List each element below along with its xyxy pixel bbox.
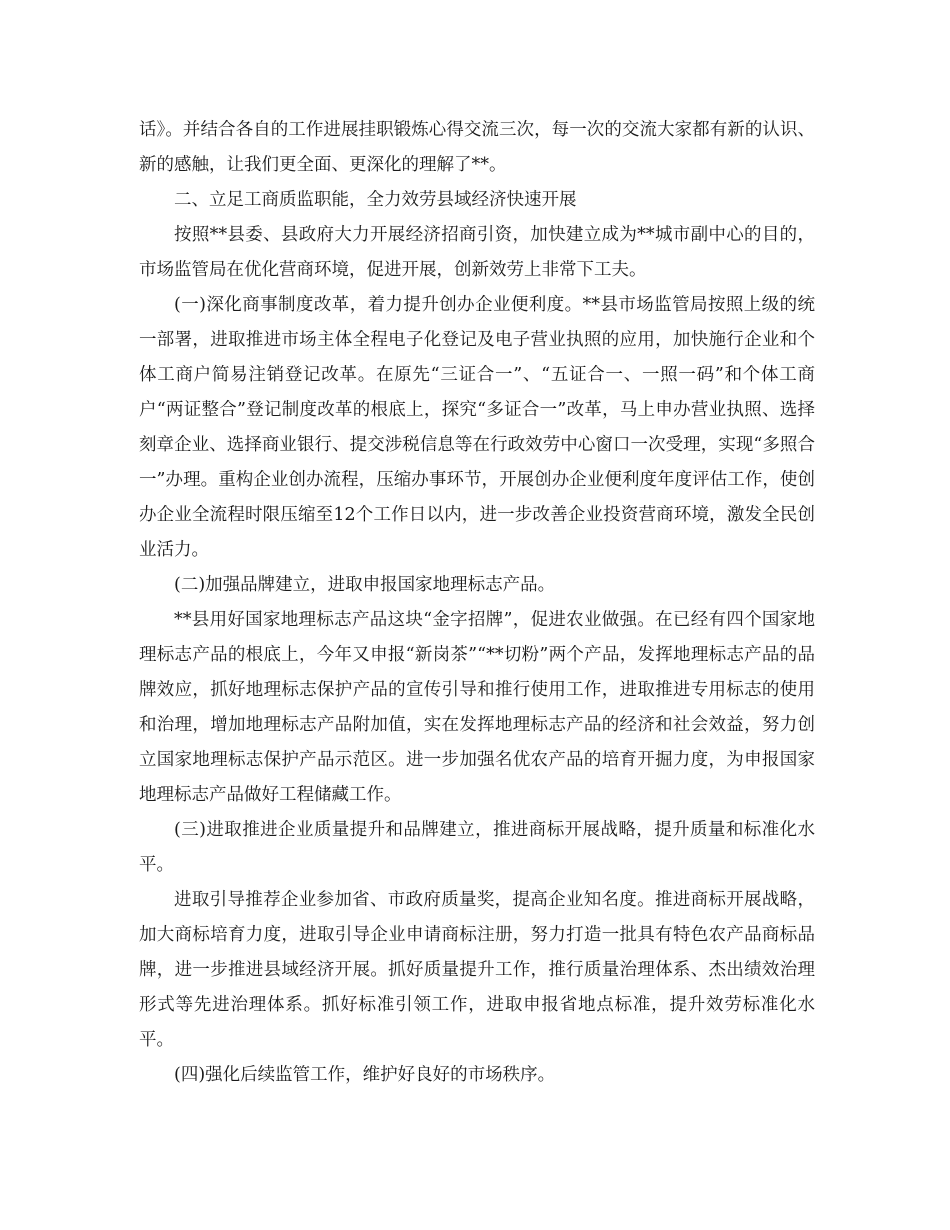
document-body	[139, 113, 815, 1093]
paragraph-item-3-body: 进取引导推荐企业参加省、市政府质量奖，提高企业知名度。推进商标开展战略，加大商标培育力度，进取引导企业申请商标注册，努力打造一批具有特色农产品商标品牌，进一步推进县域经济开展。抓好质量提升工作，推行质量治理体系、杰出绩效治理形式等先进治理体系。抓好标准引领工作，进取申报省地点标准，提升效劳标准化水平。	[139, 890, 815, 1050]
paragraph-item-1: (一)深化商事制度改革，着力提升创办企业便利度。**县市场监管局按照上级的统一部署，进取推进市场主体全程电子化登记及电子营业执照的应用，加快施行企业和个体工商户简易注销登记改革。在原先“三证合一”、“五证合一、一照一码”和个体工商户“两证整合”登记制度改革的根底上，探究“多证合一”改革，马上申办营业执照、选择刻章企业、选择商业银行、提交涉税信息等在行政效劳中心窗口一次受理，实现“多照合一”办理。重构企业创办流程，压缩办事环节，开展创办企业便利度年度评估工作，使创办企业全流程时限压缩至12个工作日以内，进一步改善企业投资营商环境，激发全民创业活力。	[139, 295, 815, 560]
section-heading-2: 二、立足工商质监职能，全力效劳县域经济快速开展	[174, 190, 577, 210]
paragraph-continuation: 话》。并结合各自的工作进展挂职锻炼心得交流三次，每一次的交流大家都有新的认识、新的感触，让我们更全面、更深化的理解了**。	[139, 120, 815, 175]
subheading-item-2: (二)加强品牌建立，进取申报国家地理标志产品。	[174, 575, 556, 595]
subheading-item-3: (三)进取推进企业质量提升和品牌建立，推进商标开展战略，提升质量和标准化水平。	[139, 820, 815, 875]
paragraph-item-2-body: **县用好国家地理标志产品这块“金字招牌”，促进农业做强。在已经有四个国家地理标志产品的根底上，今年又申报“新岗茶”“**切粉”两个产品，发挥地理标志产品的品牌效应，抓好地理标志保护产品的宣传引导和推行使用工作，进取推进专用标志的使用和治理，增加地理标志产品附加值，实在发挥地理标志产品的经济和社会效益，努力创立国家地理标志保护产品示范区。进一步加强名优农产品的培育开掘力度，为申报国家地理标志产品做好工程储藏工作。	[139, 610, 815, 805]
subheading-item-4: (四)强化后续监管工作，维护好良好的市场秩序。	[174, 1065, 556, 1085]
paragraph-intro: 按照**县委、县政府大力开展经济招商引资，加快建立成为**城市副中心的目的，市场监管局在优化营商环境，促进开展，创新效劳上非常下工夫。	[139, 225, 815, 280]
